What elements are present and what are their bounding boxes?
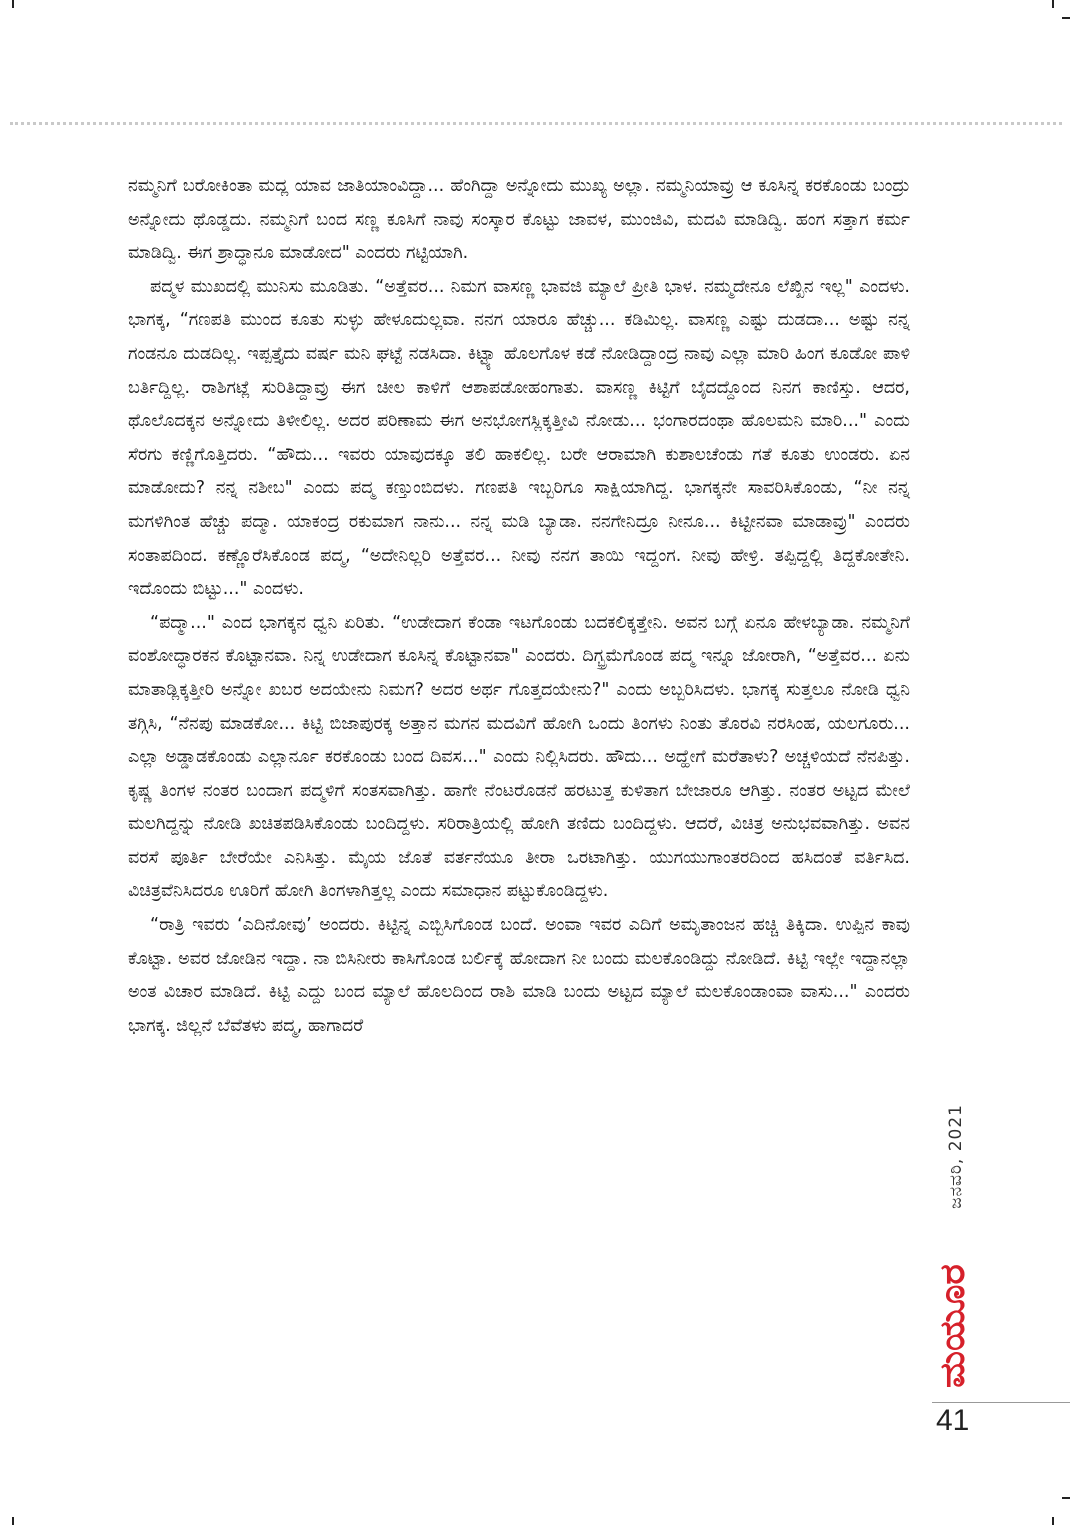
paragraph-4: “ರಾತ್ರಿ ಇವರು ‘ಎದಿನೋವು’ ಅಂದರು. ಕಿಟ್ಟಿನ್ನ ಎಬ್ಬಿಸಿಗೊಂಡ ಬಂದೆ. ಅಂವಾ ಇವರ ಎದಿಗೆ ಅಮೃತಾಂಜನ ಹಚ್ಚಿ ತಿಕ್ಕಿದಾ. ಉಪ್ಪಿನ ಕಾವು ಕೊಟ್ಟಾ. ಅವರ ಜೋಡಿನ ಇದ್ದಾ. ನಾ ಬಿಸಿನೀರು ಕಾಸಿಗೊಂಡ ಬರ್ಲಿಕ್ಕೆ ಹೋದಾಗ ನೀ ಬಂದು ಮಲಕೊಂಡಿದ್ದು ನೋಡಿದೆ. ಕಿಟ್ಟಿ ಇಲ್ಲೇ ಇದ್ದಾನಲ್ಲಾ ಅಂತ ವಿಚಾರ ಮಾಡಿದೆ. ಕಿಟ್ಟಿ ಎದ್ದು ಬಂದ ಮ್ಯಾಲೆ ಹೊಲದಿಂದ ರಾಶಿ ಮಾಡಿ ಬಂದು ಅಟ್ಟದ ಮ್ಯಾಲೆ ಮಲಕೊಂಡಾಂವಾ ವಾಸು..." ಎಂದರು ಭಾಗಕ್ಕ. ಜಿಲ್ಲನೆ ಬೆವೆತಳು ಪದ್ಮ, ಹಾಗಾದರೆ <box>128 915 910 1036</box>
header-dotted-rule <box>10 122 1062 125</box>
crop-mark-right-top <box>1062 17 1070 19</box>
crop-mark-top-right <box>1052 0 1054 8</box>
crop-mark-right-bottom <box>1062 1497 1070 1499</box>
crop-mark-bottom-right <box>1052 1517 1054 1525</box>
article-body <box>128 170 910 1043</box>
page-number: 41 <box>936 1404 970 1437</box>
crop-mark-bottom-left <box>12 1517 14 1525</box>
paragraph-2: ಪದ್ಮಳ ಮುಖದಲ್ಲಿ ಮುನಿಸು ಮೂಡಿತು. “ಅತ್ತೆವರ... ನಿಮಗ ವಾಸಣ್ಣ ಭಾವಜಿ ಮ್ಯಾಲೆ ಪ್ರೀತಿ ಭಾಳ. ನಮ್ಮದೇನೂ ಲೆಖ್ಖಿನ ಇಲ್ಲ" ಎಂದಳು. ಭಾಗಕ್ಕ, “ಗಣಪತಿ ಮುಂದ ಕೂತು ಸುಳ್ಳು ಹೇಳೂದುಲ್ಲವಾ. ನನಗ ಯಾರೂ ಹೆಚ್ಚು... ಕಡಿಮಿಲ್ಲ. ವಾಸಣ್ಣ ಎಷ್ಟು ದುಡದಾ... ಅಷ್ಟು ನನ್ನ ಗಂಡನೂ ದುಡದಿಲ್ಲ. ಇಪ್ಪತ್ತೈದು ವರ್ಷ ಮನಿ ಘಟ್ಟೆ ನಡಸಿದಾ. ಕಿಟ್ಟ್ಯಾ ಹೊಲಗೊಳ ಕಡೆ ನೋಡಿದ್ದಾಂದ್ರ ನಾವು ಎಲ್ಲಾ ಮಾರಿ ಹಿಂಗ ಕೂಡೋ ಪಾಳಿ ಬರ್ತಿದ್ದಿಲ್ಲ. ರಾಶಿಗಟ್ಲೆ ಸುರಿತಿದ್ದಾವ್ರು ಈಗ ಚೀಲ ಕಾಳಿಗೆ ಆಶಾಪಡೋಹಂಗಾತು. ವಾಸಣ್ಣ ಕಿಟ್ಟಿಗೆ ಬೈದದ್ದೊಂದ ನಿನಗ ಕಾಣಿಸ್ತು. ಆದರ, ಥೊಲೊದಕ್ಕನ ಅನ್ನೋದು ತಿಳೀಲಿಲ್ಲ. ಅದರ ಪರಿಣಾಮ ಈಗ ಅನಭೋಗಸ್ಲಿಕ್ಕತ್ತೀವಿ ನೋಡು... ಭಂಗಾರದಂಥಾ ಹೊಲಮನಿ ಮಾರಿ..." ಎಂದು ಸೆರಗು ಕಣ್ಣಿಗೊತ್ತಿದರು. “ಹೌದು... ಇವರು ಯಾವುದಕ್ಕೂ ತಲಿ ಹಾಕಲಿಲ್ಲ. ಬರೇ ಆರಾಮಾಗಿ ಕುಶಾಲಚೆಂಡು ಗತೆ ಕೂತು ಉಂಡರು. ಏನ ಮಾಡೋದು? ನನ್ನ ನಶೀಬ" ಎಂದು ಪದ್ಮ ಕಣ್ತುಂಬಿದಳು. ಗಣಪತಿ ಇಬ್ಬರಿಗೂ ಸಾಕ್ಷಿಯಾಗಿದ್ದ. ಭಾಗಕ್ಕನೇ ಸಾವರಿಸಿಕೊಂಡು, “ನೀ ನನ್ನ ಮಗಳಿಗಿಂತ ಹೆಚ್ಚು ಪದ್ಮಾ. ಯಾಕಂದ್ರ ರಕುಮಾಗ ನಾನು... ನನ್ನ ಮಡಿ ಬ್ಯಾಡಾ. ನನಗೇನಿದ್ರೂ ನೀನೂ... ಕಿಟ್ಟೀನವಾ ಮಾಡಾವ್ರು" ಎಂದರು ಸಂತಾಪದಿಂದ. ಕಣ್ಣೊರೆಸಿಕೊಂಡ ಪದ್ಮ, “ಅದೇನಿಲ್ಲರಿ ಅತ್ತೆವರ... ನೀವು ನನಗ ತಾಯಿ ಇದ್ದಂಗ. ನೀವು ಹೇಳ್ರಿ. ತಪ್ಪಿದ್ದಲ್ಲಿ ತಿದ್ದಕೋತೇನಿ. ಇದೊಂದು ಬಿಟ್ಟು..." ಎಂದಳು. <box>128 276 910 600</box>
paragraph-3: “ಪದ್ಮಾ..." ಎಂದ ಭಾಗಕ್ಕನ ಧ್ವನಿ ಏರಿತು. “ಉಡೇದಾಗ ಕೆಂಡಾ ಇಟಗೊಂಡು ಬದಕಲಿಕ್ಕತ್ತೇನಿ. ಅವನ ಬಗ್ಗೆ ಏನೂ ಹೇಳಬ್ಯಾಡಾ. ನಮ್ಮನಿಗೆ ವಂಶೋದ್ಧಾರಕನ ಕೊಟ್ಟಾನವಾ. ನಿನ್ನ ಉಡೇದಾಗ ಕೂಸಿನ್ನ ಕೊಟ್ಟಾನವಾ" ಎಂದರು. ದಿಗ್ಭ್ರಮೆಗೊಂಡ ಪದ್ಮ ಇನ್ನೂ ಜೋರಾಗಿ, “ಅತ್ತೆವರ... ಏನು ಮಾತಾಡ್ಲಿಕ್ಕತ್ತೀರಿ ಅನ್ನೋ ಖಬರ ಅದಯೇನು ನಿಮಗ? ಅದರ ಅರ್ಥ ಗೊತ್ತದಯೇನು?" ಎಂದು ಅಬ್ಬರಿಸಿದಳು. ಭಾಗಕ್ಕ ಸುತ್ತಲೂ ನೋಡಿ ಧ್ವನಿ ತಗ್ಗಿಸಿ, “ನೆನಪು ಮಾಡಕೋ... ಕಿಟ್ಟಿ ಬಿಜಾಪುರಕ್ಕ ಅತ್ತಾನ ಮಗನ ಮದವಿಗೆ ಹೋಗಿ ಒಂದು ತಿಂಗಳು ನಿಂತು ತೊರವಿ ನರಸಿಂಹ, ಯಲಗೂರು... ಎಲ್ಲಾ ಅಡ್ಡಾಡಕೊಂಡು ಎಲ್ಲಾರ್ನೂ ಕರಕೊಂಡು ಬಂದ ದಿವಸ..." ಎಂದು ನಿಲ್ಲಿಸಿದರು. ಹೌದು... ಅದ್ಹೇಗೆ ಮರೆತಾಳು? ಅಚ್ಚಳಿಯದೆ ನೆನಪಿತ್ತು. ಕೃಷ್ಣ ತಿಂಗಳ ನಂತರ ಬಂದಾಗ ಪದ್ಮಳಿಗೆ ಸಂತಸವಾಗಿತ್ತು. ಹಾಗೇ ನೆಂಟರೊಡನೆ ಹರಟುತ್ತ ಕುಳಿತಾಗ ಬೇಜಾರೂ ಆಗಿತ್ತು. ನಂತರ ಅಟ್ಟದ ಮೇಲೆ ಮಲಗಿದ್ದನ್ನು ನೋಡಿ ಖಚಿತಪಡಿಸಿಕೊಂಡು ಬಂದಿದ್ದಳು. ಸರಿರಾತ್ರಿಯಲ್ಲಿ ಹೋಗಿ ತಣಿದು ಬಂದಿದ್ದಳು. ಆದರೆ, ವಿಚಿತ್ರ ಅನುಭವವಾಗಿತ್ತು. ಅವನ ವರಸೆ ಪೂರ್ತಿ ಬೇರೆಯೇ ಎನಿಸಿತ್ತು. ಮೈಯ ಜೊತೆ ವರ್ತನೆಯೂ ತೀರಾ ಒರಟಾಗಿತ್ತು. ಯುಗಯುಗಾಂತರದಿಂದ ಹಸಿದಂತೆ ವರ್ತಿಸಿದ. ವಿಚಿತ್ರವೆನಿಸಿದರೂ ಊರಿಗೆ ಹೋಗಿ ತಿಂಗಳಾಗಿತ್ತಲ್ಲ ಎಂದು ಸಮಾಧಾನ ಪಟ್ಟುಕೊಂಡಿದ್ದಳು. <box>128 612 910 902</box>
crop-mark-top-left <box>12 0 14 8</box>
issue-date: ಜನವರಿ, 2021 <box>946 1104 966 1209</box>
page-number-rule <box>932 1402 1070 1403</box>
magazine-logo <box>931 1262 973 1390</box>
paragraph-1: ನಮ್ಮನಿಗೆ ಬರೋಕಿಂತಾ ಮದ್ಲ ಯಾವ ಜಾತಿಯಾಂವಿದ್ದಾ... ಹೆಂಗಿದ್ದಾ ಅನ್ನೋದು ಮುಖ್ಯ ಅಲ್ಲಾ. ನಮ್ಮನಿಯಾವ್ರು ಆ ಕೂಸಿನ್ನ ಕರಕೊಂಡು ಬಂದ್ರು ಅನ್ನೋದು ಥೊಡ್ಡದು. ನಮ್ಮನಿಗೆ ಬಂದ ಸಣ್ಣ ಕೂಸಿಗೆ ನಾವು ಸಂಸ್ಕಾರ ಕೊಟ್ಟು ಜಾವಳ, ಮುಂಜಿವಿ, ಮದವಿ ಮಾಡಿದ್ವಿ. ಹಂಗ ಸತ್ತಾಗ ಕರ್ಮ ಮಾಡಿದ್ವಿ. ಈಗ ಶ್ರಾದ್ಧಾನೂ ಮಾಡೋದ" ಎಂದರು ಗಟ್ಟಿಯಾಗಿ. <box>128 176 910 264</box>
magazine-logo-text: ಮಯೂರ <box>933 1279 973 1388</box>
